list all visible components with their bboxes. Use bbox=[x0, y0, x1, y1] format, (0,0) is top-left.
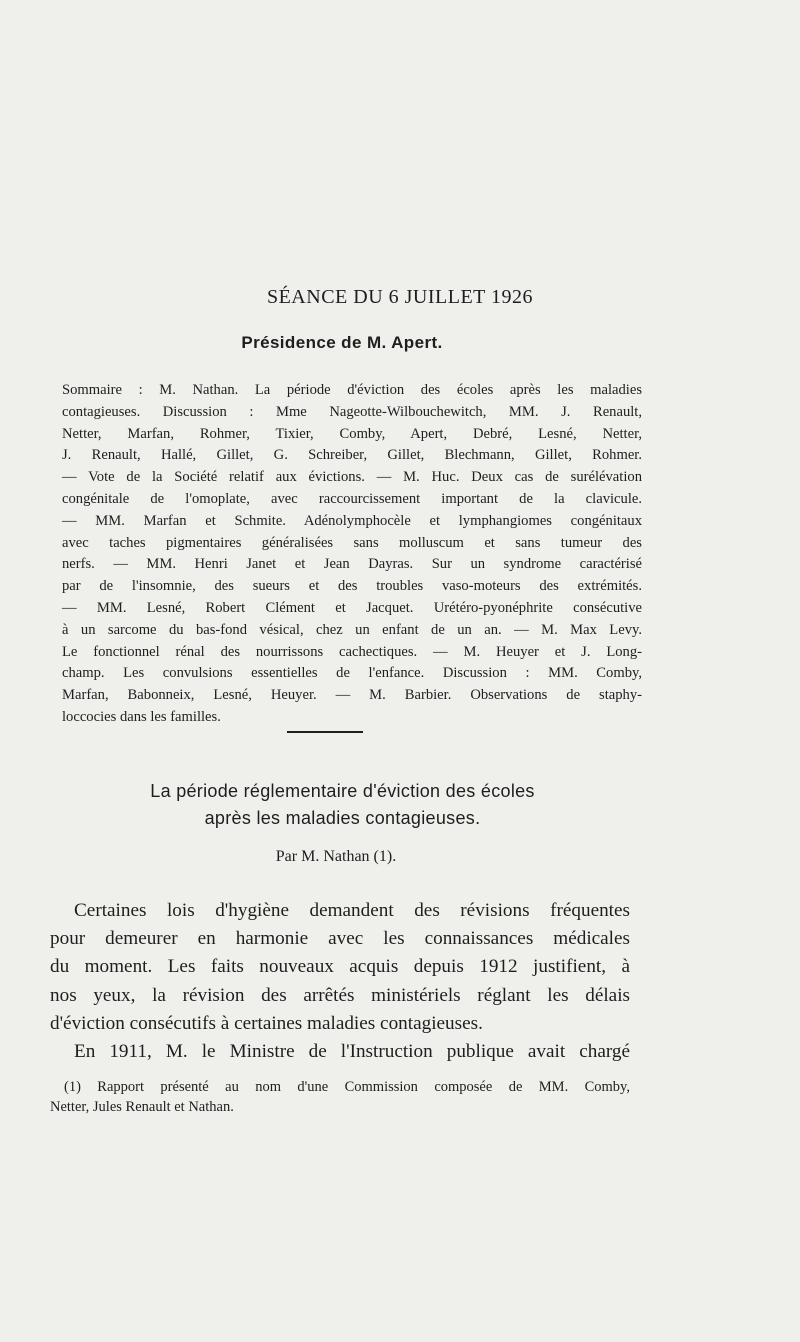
sommaire-line: Marfan, Babonneix, Lesné, Heuyer. — M. Barbier. Observations de staphy- bbox=[62, 687, 642, 704]
sommaire-line: J. Renault, Hallé, Gillet, G. Schreiber, Gillet, Blechmann, Gillet, Rohmer. bbox=[62, 447, 642, 464]
body-line: d'éviction consécutifs à certaines maladies contagieuses. bbox=[50, 1012, 483, 1034]
sommaire-line: par de l'insomnie, des sueurs et des troubles vaso-moteurs des extrémités. bbox=[62, 578, 642, 595]
section-divider bbox=[287, 731, 363, 733]
seance-heading: SÉANCE DU 6 JUILLET 1926 bbox=[266, 286, 534, 308]
sommaire-line: avec taches pigmentaires généralisées sans molluscum et sans tumeur des bbox=[62, 534, 642, 551]
sommaire-line: contagieuses. Discussion : Mme Nageotte-Wilbouchewitch, MM. J. Renault, bbox=[62, 403, 642, 420]
article-body bbox=[50, 897, 630, 1066]
footnote-line: Netter, Jules Renault et Nathan. bbox=[50, 1098, 234, 1115]
sommaire-line: Sommaire : M. Nathan. La période d'éviction des écoles après les maladies bbox=[62, 382, 642, 398]
sommaire-block bbox=[62, 380, 642, 729]
body-line: En 1911, M. le Ministre de l'Instruction publique avait chargé bbox=[74, 1041, 630, 1063]
article-author: Par M. Nathan (1). bbox=[275, 848, 397, 865]
presidence-heading: Présidence de M. Apert. bbox=[241, 333, 443, 352]
footnote-line: (1) Rapport présenté au nom d'une Commission composée de MM. Comby, bbox=[64, 1079, 630, 1095]
sommaire-line: — MM. Lesné, Robert Clément et Jacquet. Urétéro-pyonéphrite consécutive bbox=[62, 599, 642, 616]
body-line: Certaines lois d'hygiène demandent des révisions fréquentes bbox=[74, 900, 630, 921]
body-line: nos yeux, la révision des arrêtés ministériels réglant les délais bbox=[50, 984, 630, 1006]
sommaire-line: champ. Les convulsions essentielles de l'enfance. Discussion : MM. Comby, bbox=[62, 665, 642, 682]
sommaire-line: loccocies dans les familles. bbox=[62, 708, 221, 725]
article-title bbox=[0, 778, 685, 832]
sommaire-line: Netter, Marfan, Rohmer, Tixier, Comby, Apert, Debré, Lesné, Netter, bbox=[62, 425, 642, 442]
article-title-line: La période réglementaire d'éviction des écoles bbox=[150, 781, 535, 801]
article-title-line: après les maladies contagieuses. bbox=[204, 808, 481, 828]
sommaire-line: — MM. Marfan et Schmite. Adénolymphocèle et lymphangiomes congénitaux bbox=[62, 512, 642, 529]
sommaire-line: nerfs. — MM. Henri Janet et Jean Dayras. Sur un syndrome caractérisé bbox=[62, 556, 642, 573]
sommaire-line: — Vote de la Société relatif aux évictions. — M. Huc. Deux cas de surélévation bbox=[62, 469, 642, 486]
body-line: pour demeurer en harmonie avec les connaissances médicales bbox=[50, 928, 630, 950]
sommaire-line: Le fonctionnel rénal des nourrissons cachectiques. — M. Heuyer et J. Long- bbox=[62, 643, 642, 660]
sommaire-line: congénitale de l'omoplate, avec raccourcissement important de la clavicule. bbox=[62, 490, 642, 507]
sommaire-line: à un sarcome du bas-fond vésical, chez un enfant de un an. — M. Max Levy. bbox=[62, 621, 642, 638]
footnote bbox=[50, 1078, 630, 1117]
body-line: du moment. Les faits nouveaux acquis depuis 1912 justifient, à bbox=[50, 956, 630, 978]
